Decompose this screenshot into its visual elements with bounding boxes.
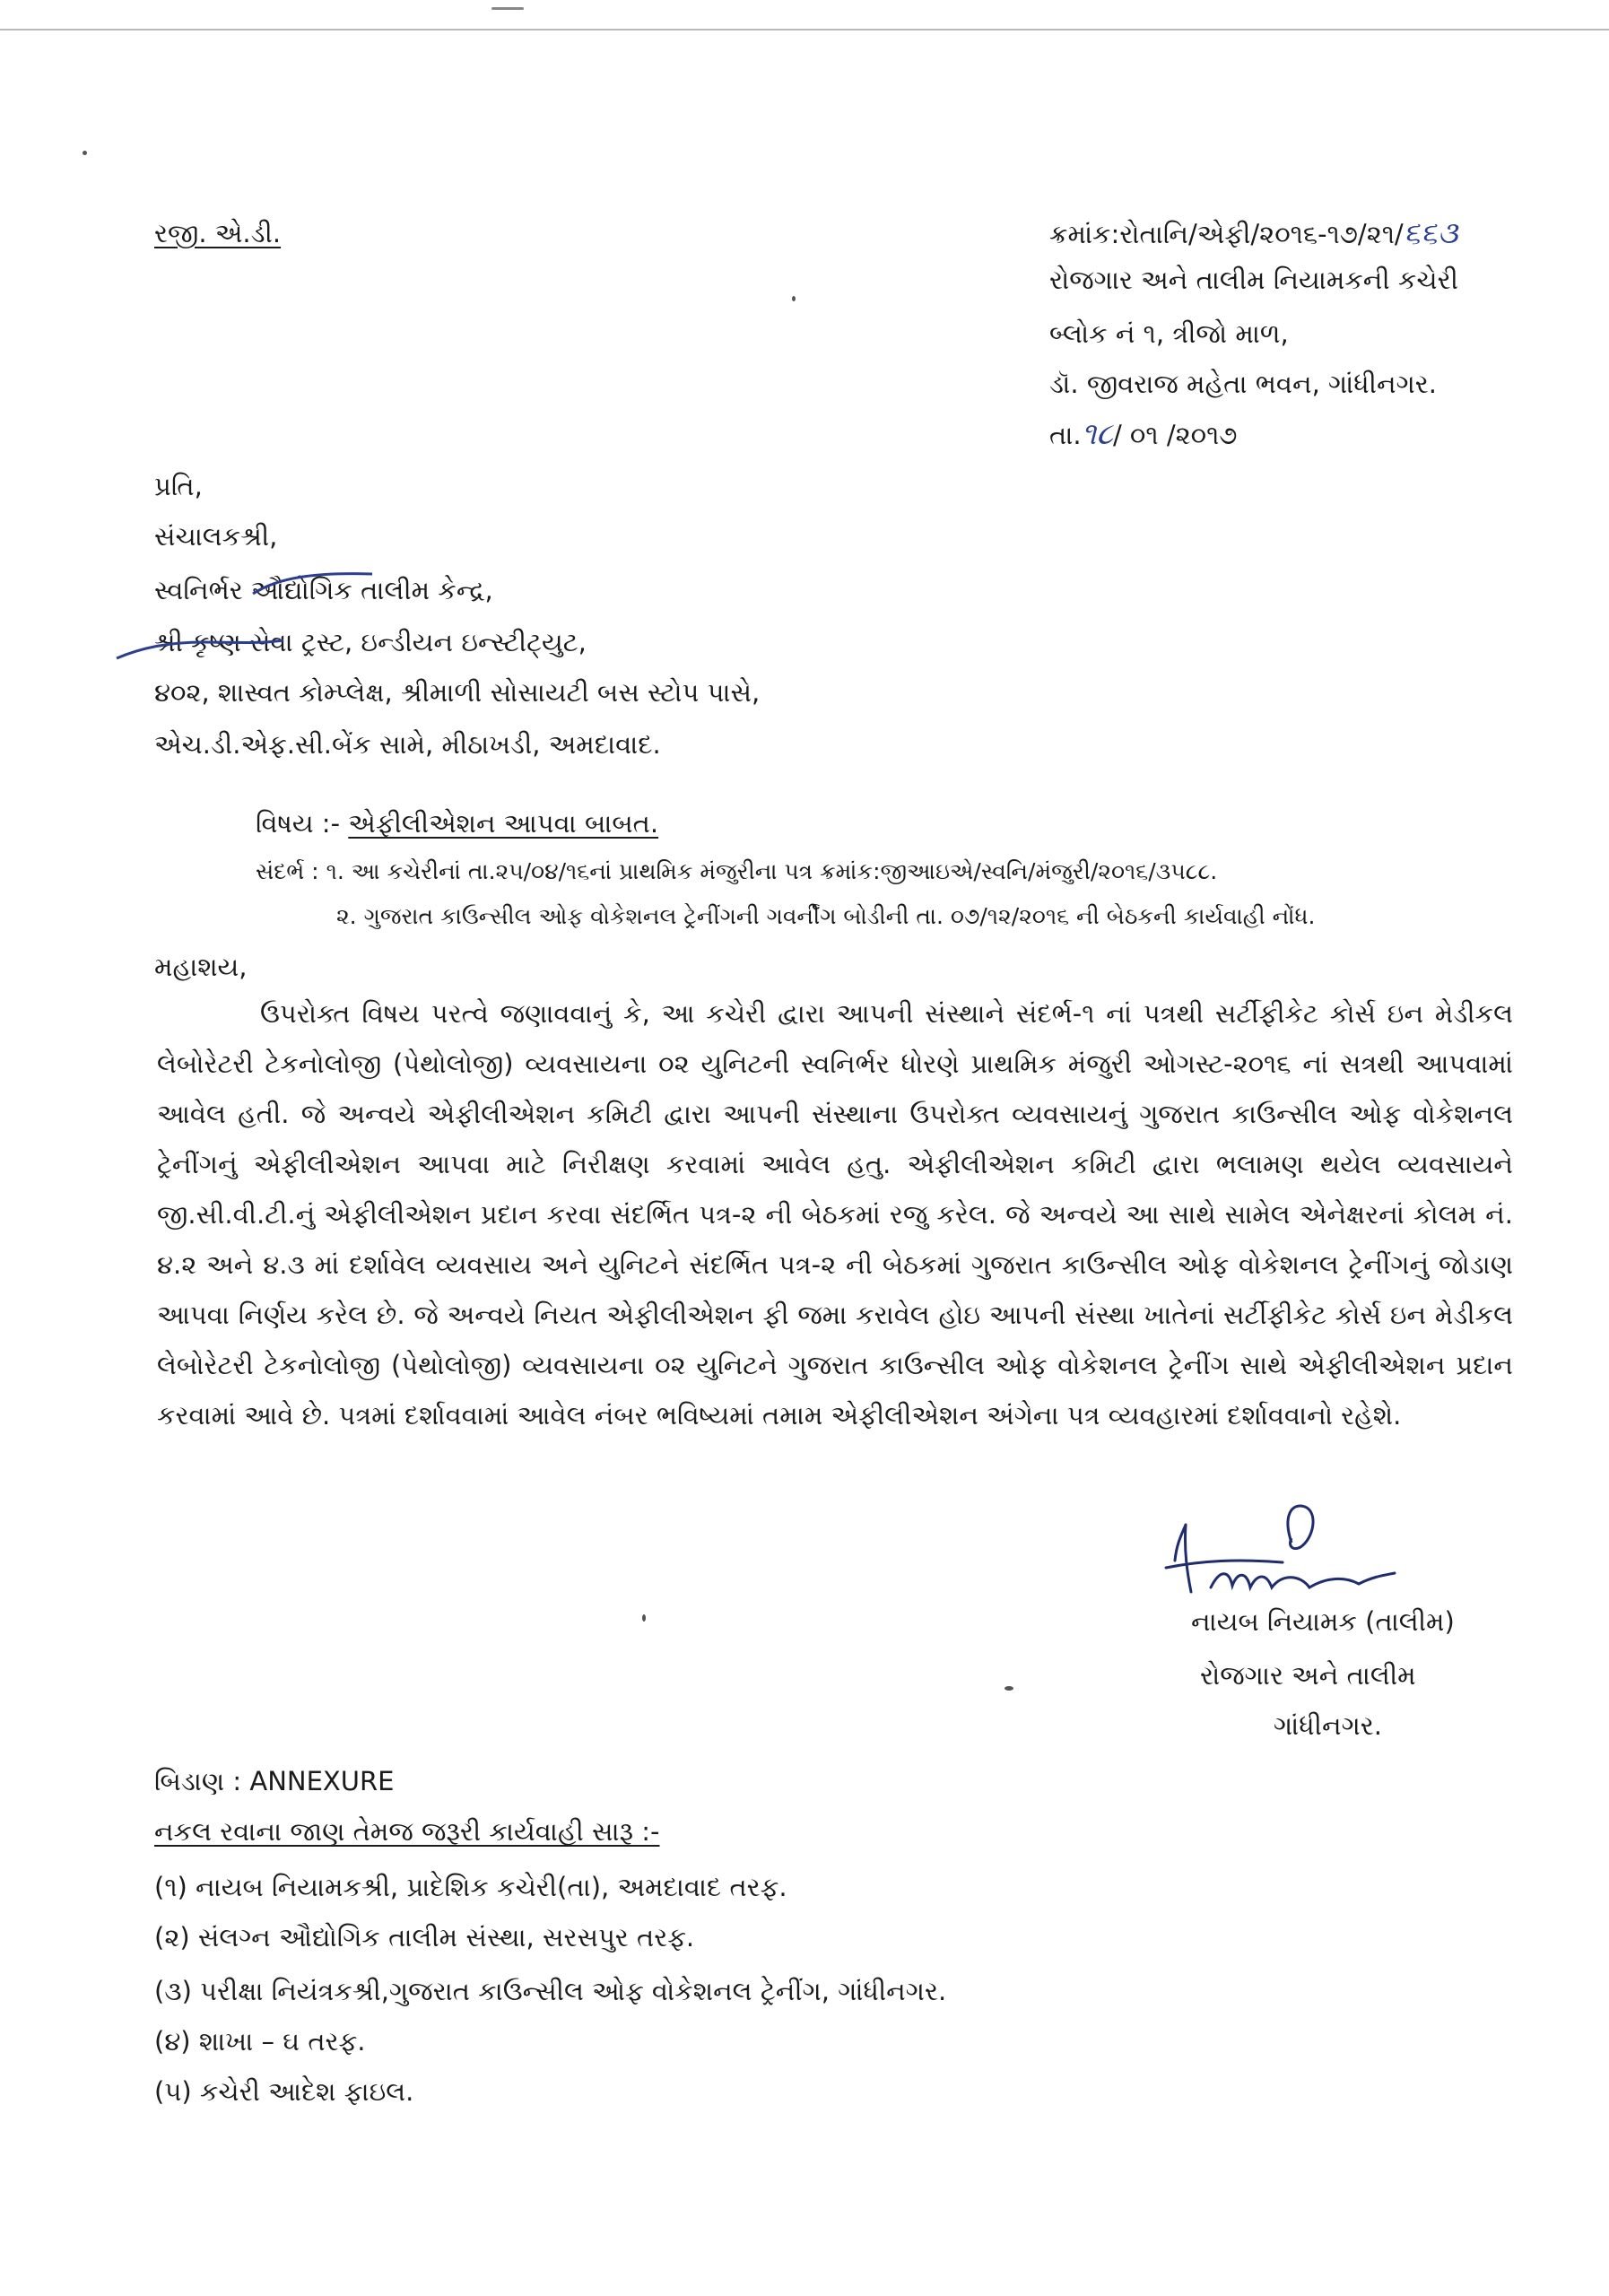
handwritten-signature [1157,1498,1426,1614]
addressee-line3: શ્રી કૃષ્ણ સેવા ટ્રસ્ટ, ઇન્ડીયન ઇન્સ્ટીટ્યુટ, [154,627,587,657]
addressee-to: પ્રતિ, [154,471,203,501]
subject-text: એફીલીએશન આપવા બાબત. [348,808,659,839]
date-prefix: તા. [1049,420,1082,450]
copy-to-heading: નકલ રવાના જાણ તેમજ જરૂરી કાર્યવાહી સારૂ :- [154,1816,660,1847]
copy-to-item-3: (૩) પરીક્ષા નિયંત્રકશ્રી,ગુજરાત કાઉન્સીલ ઓફ વોકેશનલ ટ્રેનીંગ, ગાંધીનગર. [154,1976,947,2006]
subject [256,805,658,841]
addressee-line5: એચ.ડી.એફ.સી.બેંક સામે, મીઠાખડી, અમદાવાદ. [154,729,661,760]
scan-edge-line [0,29,1609,30]
office-address-line2: ડૉ. જીવરાજ મહેતા ભવન, ગાંધીનગર. [1049,369,1437,399]
signatory-designation: નાયબ નિયામક (તાલીમ) [1191,1606,1455,1637]
office-address-line1: બ્લોક નં ૧, ત્રીજો માળ, [1049,318,1289,349]
signatory-place: ગાંધીનગર. [1274,1710,1382,1741]
reference-1 [256,854,1217,890]
date-suffix: / ૦૧ /૨૦૧૭ [1112,420,1238,450]
salutation: મહાશય, [154,952,248,982]
addressee-line2: સ્વનિર્ભર ઔદ્યોગિક તાલીમ કેન્દ્ર, [154,575,493,605]
reference-number [1049,215,1457,252]
reference-number-text: ક્રમાંક:રોતાનિ/એફી/૨૦૧૬-૧૭/૨૧/ [1049,219,1404,249]
ink-stroke-mark [251,570,377,597]
letter-body: ઉપરોક્ત વિષય પરત્વે જણાવવાનું કે, આ કચેરી દ્વારા આપની સંસ્થાને સંદર્ભ-૧ નાં પત્રથી સર્ટીફીકેટ કોર્સ ઇન મેડીકલ લેબોરેટરી ટેકનોલોજી (પેથોલોજી) વ્યવસાયના ૦૨ યુનિટની સ્વનિર્ભર ધોરણે પ્રાથમિક મંજુરી ઓગસ્ટ-૨૦૧૬ નાં સત્રથી આપવામાં આવેલ હતી. જે અન્વયે એફીલીએશન કમિટી દ્વારા આપની સંસ્થાના ઉપરોક્ત વ્યવસાયનું ગુજરાત કાઉન્સીલ ઓફ વોકેશનલ ટ્રેનીંગનું એફીલીએશન આપવા માટે નિરીક્ષણ કરવામાં આવેલ હતુ. એફીલીએશન કમિટી દ્વારા ભલામણ થયેલ વ્યવસાયને જી.સી.વી.ટી.નું એફીલીએશન પ્રદાન કરવા સંદર્ભિત પત્ર-૨ ની બેઠકમાં રજુ કરેલ. જે અન્વયે આ સાથે સામેલ એનેક્ષરનાં કોલમ નં. ૪.૨ અને ૪.૩ માં દર્શાવેલ વ્યવસાય અને યુનિટને સંદર્ભિત પત્ર-૨ ની બેઠકમાં ગુજરાત કાઉન્સીલ ઓફ વોકેશનલ ટ્રેનીંગનું જોડાણ આપવા નિર્ણય કરેલ છે. જે અન્વયે નિયત એફીલીએશન ફી જમા કરાવેલ હોઇ આપની સંસ્થા ખાતેનાં સર્ટીફીકેટ કોર્સ ઇન મેડીકલ લેબોરેટરી ટેકનોલોજી (પેથોલોજી) વ્યવસાયના ૦૨ યુનિટને ગુજરાત કાઉન્સીલ ઓફ વોકેશનલ ટ્રેનીંગ સાથે એફીલીએશન પ્રદાન કરવામાં આવે છે. પત્રમાં દર્શાવવામાં આવેલ નંબર ભવિષ્યમાં તમામ એફીલીએશન અંગેના પત્ર વ્યવહારમાં દર્શાવવાનો રહેશે. [157,998,1513,1431]
reference-label: સંદર્ભ : [256,858,319,884]
reference-number-handwritten: ૬૬૩ [1403,215,1458,251]
addressee-line4: ૪૦૨, શાસ્વત કોમ્પ્લેક્ષ, શ્રીમાળી સોસાયટી બસ સ્ટોપ પાસે, [154,677,761,708]
copy-to-item-2: (૨) સંલગ્ન ઔદ્યોગિક તાલીમ સંસ્થા, સરસપુર તરફ. [154,1922,695,1952]
reference-item-1: ૧. આ કચેરીનાં તા.૨૫/૦૪/૧૬નાં પ્રાથમિક મંજુરીના પત્ર ક્રમાંક:જીઆઇએ/સ્વનિ/મંજુરી/૨૦૧૬/૩૫૮૮. [326,858,1218,884]
reference-item-2: ૨. ગુજરાત કાઉન્સીલ ઓફ વોકેશનલ ટ્રેનીંગની ગવર્નીંગ બોડીની તા. ૦૭/૧૨/૨૦૧૬ ની બેઠકની કાર્યવાહી નોંધ. [336,903,1316,929]
copy-to-item-1: (૧) નાયબ નિયામકશ્રી, પ્રાદેશિક કચેરી(તા), અમદાવાદ તરફ. [154,1872,787,1902]
scan-speck [83,151,87,155]
signatory-office: રોજગાર અને તાલીમ [1200,1660,1416,1691]
addressee-line1: સંચાલકશ્રી, [154,521,278,552]
scan-speck [792,296,796,301]
scan-speck [1005,1686,1013,1691]
letter-date [1049,416,1237,453]
enclosure: બિડાણ : ANNEXURE [154,1766,395,1796]
copy-to-item-5: (૫) કચેરી આદેશ ફાઇલ. [154,2076,414,2107]
scan-mark [491,7,524,10]
subject-label: વિષય :- [256,808,341,839]
scan-speck [642,1614,646,1622]
date-handwritten: ૧૮ [1081,416,1113,452]
copy-to-item-4: (૪) શાખા – ઘ તરફ. [154,2026,366,2057]
ink-underline-mark [115,628,285,664]
office-name: રોજગાર અને તાલીમ નિયામકની કચેરી [1049,265,1458,295]
regd-ad-label: રજી. એ.ડી. [154,218,282,248]
